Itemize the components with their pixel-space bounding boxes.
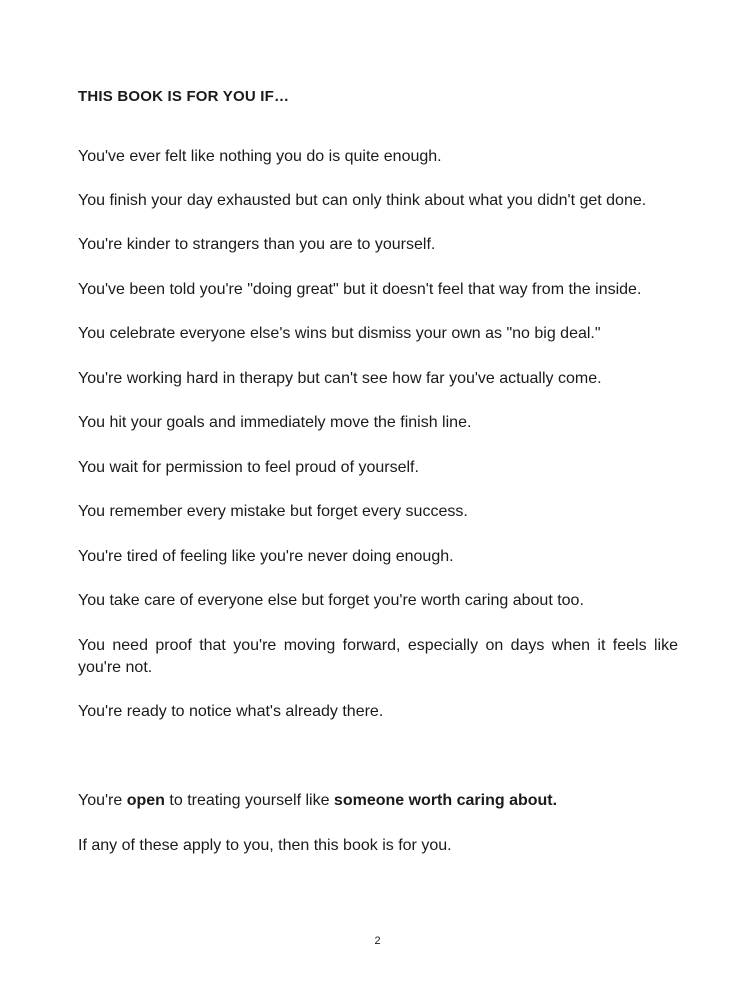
open-bold-phrase: someone worth caring about. bbox=[333, 792, 558, 809]
list-item: You hit your goals and immediately move the finish line. bbox=[78, 414, 472, 431]
list-item: You're tired of feeling like you're never doing enough. bbox=[78, 548, 454, 565]
open-middle: to treating yourself like bbox=[164, 792, 334, 809]
page-heading: THIS BOOK IS FOR YOU IF… bbox=[78, 88, 290, 105]
list-item: You take care of everyone else but forget you're worth caring about too. bbox=[78, 592, 584, 609]
list-item: You're kinder to strangers than you are to yourself. bbox=[78, 236, 436, 253]
open-bold-word: open bbox=[126, 792, 165, 809]
list-item: You've been told you're "doing great" but it doesn't feel that way from the inside. bbox=[78, 281, 642, 298]
list-item: You finish your day exhausted but can only think about what you didn't get done. bbox=[78, 192, 647, 209]
list-item: You need proof that you're moving forward, especially on days when it feels like you're not. bbox=[78, 637, 678, 676]
list-item: You're working hard in therapy but can't see how far you've actually come. bbox=[78, 370, 602, 387]
list-item: You remember every mistake but forget every success. bbox=[78, 503, 468, 520]
page-number: 2 bbox=[374, 935, 381, 947]
list-item: You've ever felt like nothing you do is quite enough. bbox=[78, 148, 442, 165]
list-item: You're ready to notice what's already there. bbox=[78, 703, 384, 720]
list-item: You celebrate everyone else's wins but dismiss your own as "no big deal." bbox=[78, 325, 601, 342]
open-prefix: You're bbox=[78, 792, 127, 809]
closing-statement: If any of these apply to you, then this book is for you. bbox=[78, 837, 452, 854]
open-statement bbox=[78, 790, 678, 812]
list-item: You wait for permission to feel proud of yourself. bbox=[78, 459, 419, 476]
